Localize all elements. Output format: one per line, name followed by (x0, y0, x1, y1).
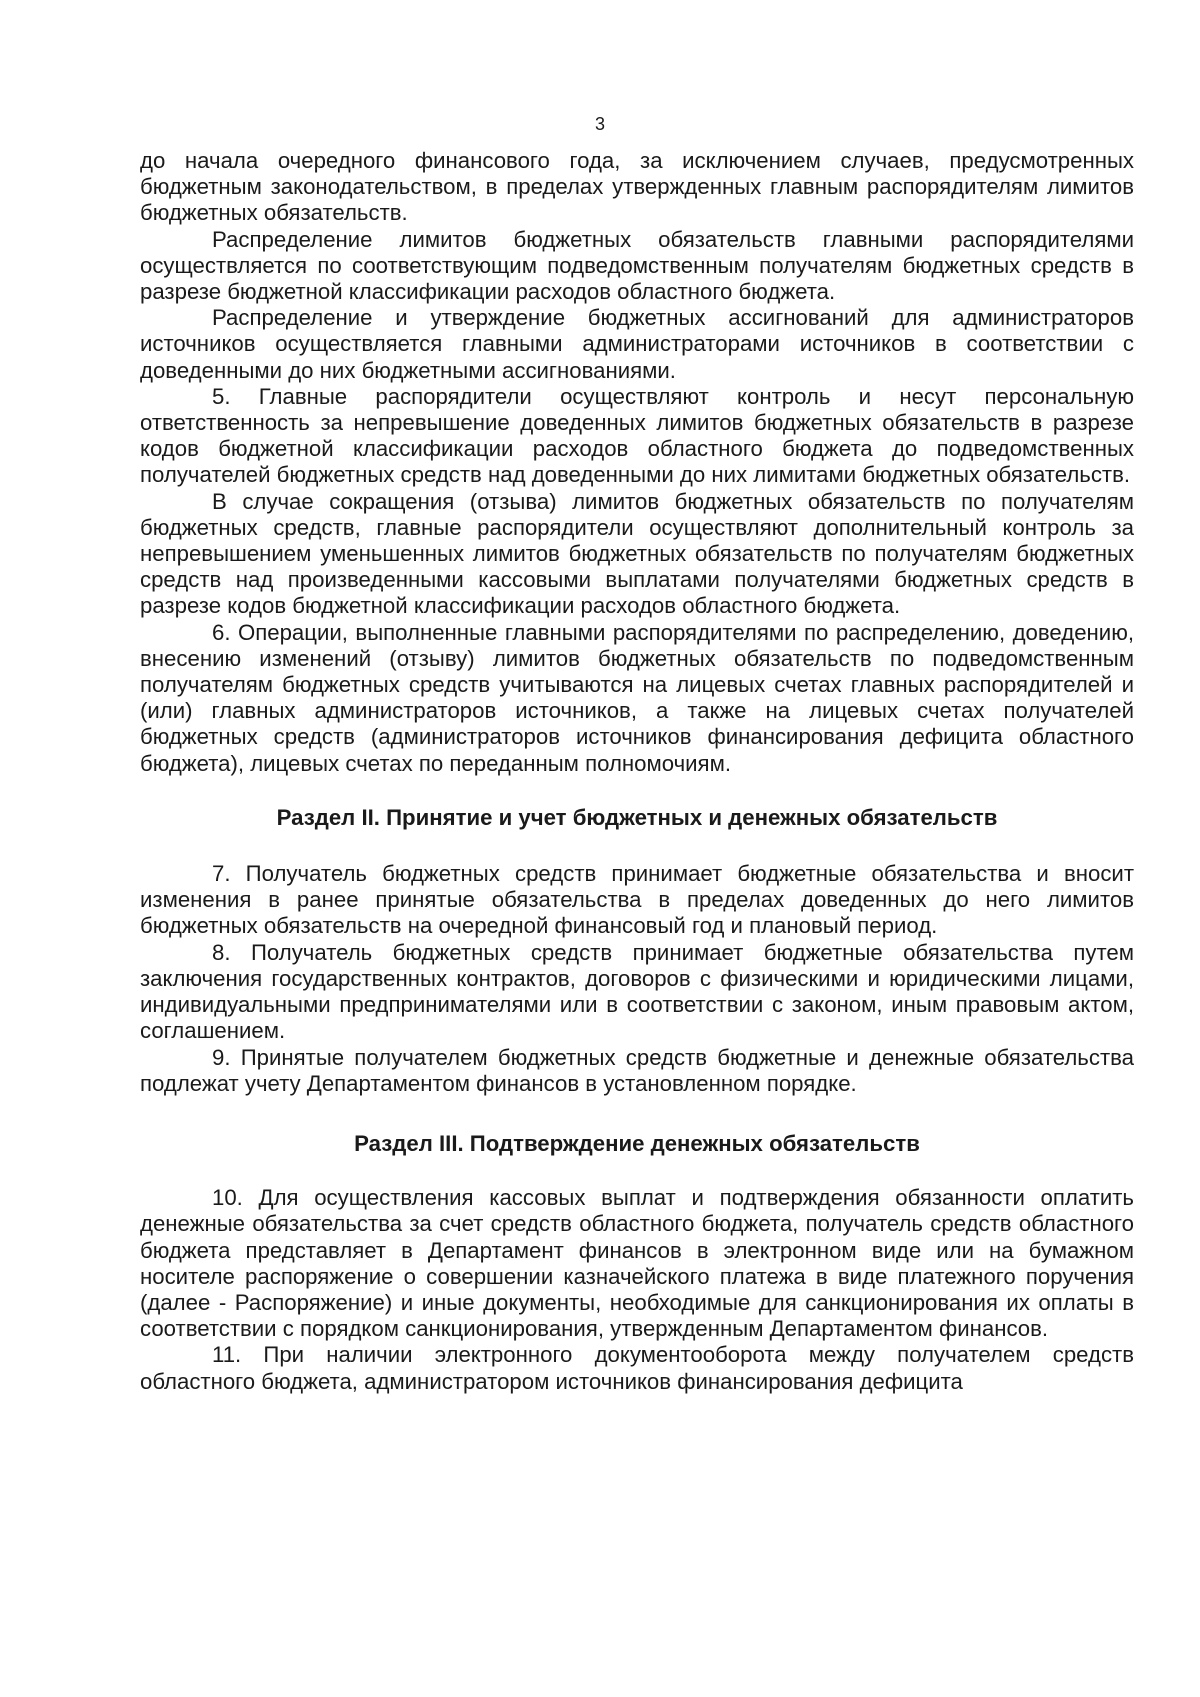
paragraph-item-11: 11. При наличии электронного документооборота между получателем средств областного бюджета, администратором источников финансирования дефицита (140, 1342, 1134, 1394)
paragraph-limits-distribution: Распределение лимитов бюджетных обязательств главными распорядителями осуществляется по соответствующим подведомственным получателям бюджетных средств в разрезе бюджетной классификации расходов областного бюджета. (140, 226, 1134, 305)
paragraph-item-6: 6. Операции, выполненные главными распорядителями по распределению, доведению, внесению изменений (отзыву) лимитов бюджетных обязательств по подведомственным получателям бюджетных средств учитываются на лицевых счетах главных распорядителей и (или) главных администраторов источников, а также на лицевых счетах получателей бюджетных средств (администраторов источников финансирования дефицита областного бюджета), лицевых счетах по переданным полномочиям. (140, 619, 1134, 776)
page-number: 3 (594, 114, 605, 134)
paragraph-item-10: 10. Для осуществления кассовых выплат и подтверждения обязанности оплатить денежные обязательства за счет средств областного бюджета, получатель средств областного бюджета представляет в Департамент финансов в электронном виде или на бумажном носителе распоряжение о совершении казначейского платежа в виде платежного поручения (далее - Распоряжение) и иные документы, необходимые для санкционирования их оплаты в соответствии с порядком санкционирования, утвержденным Департаментом финансов. (140, 1185, 1134, 1342)
paragraph-item-8: 8. Получатель бюджетных средств принимает бюджетные обязательства путем заключения государственных контрактов, договоров с физическими и юридическими лицами, индивидуальными предпринимателями или в соответствии с законом, иным правовым актом, соглашением. (140, 939, 1134, 1044)
paragraph-item-9: 9. Принятые получателем бюджетных средств бюджетные и денежные обязательства подлежат учету Департаментом финансов в установленном порядке. (140, 1044, 1134, 1096)
paragraph-assignments-distribution: Распределение и утверждение бюджетных ассигнований для администраторов источников осуществляется главными администраторами источников в соответствии с доведенными до них бюджетными ассигнованиями. (140, 305, 1134, 383)
document-body (140, 148, 1134, 1395)
section-3-heading: Раздел III. Подтверждение денежных обязательств (354, 1130, 920, 1156)
paragraph-limits-reduction: В случае сокращения (отзыва) лимитов бюджетных обязательств по получателям бюджетных средств, главные распорядители осуществляют дополнительный контроль за непревышением уменьшенных лимитов бюджетных обязательств по получателям бюджетных средств над произведенными кассовыми выплатами получателями бюджетных средств в разрезе кодов бюджетной классификации расходов областного бюджета. (140, 488, 1134, 619)
section-2-heading: Раздел II. Принятие и учет бюджетных и денежных обязательств (276, 804, 998, 830)
paragraph-item-7: 7. Получатель бюджетных средств принимает бюджетные обязательства и вносит изменения в ранее принятые обязательства в пределах доведенных до него лимитов бюджетных обязательств на очередной финансовый год и плановый период. (140, 861, 1134, 939)
paragraph-item-5: 5. Главные распорядители осуществляют контроль и несут персональную ответственность за непревышение доведенных лимитов бюджетных обязательств в разрезе кодов бюджетной классификации расходов областного бюджета до подведомственных получателей бюджетных средств над доведенными до них лимитами бюджетных обязательств. (140, 383, 1134, 488)
paragraph-continuation: до начала очередного финансового года, за исключением случаев, предусмотренных бюджетным законодательством, в пределах утвержденных главным распорядителям лимитов бюджетных обязательств. (140, 148, 1134, 226)
